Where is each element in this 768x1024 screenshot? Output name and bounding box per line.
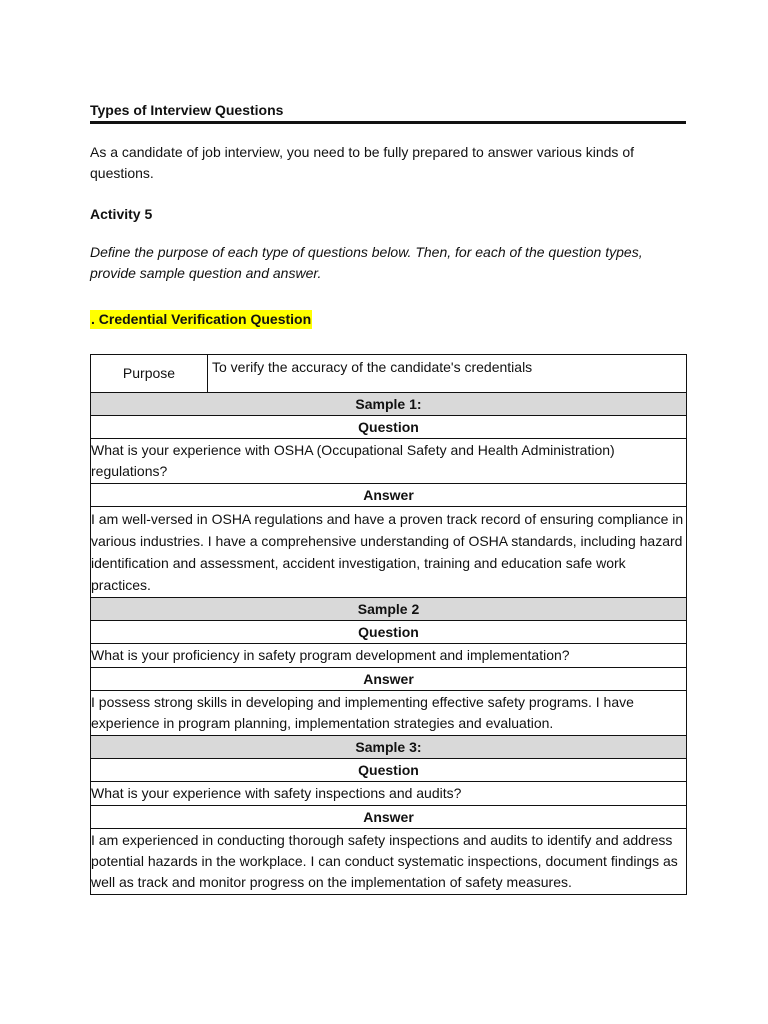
sample-label: Sample 3: [91,736,687,759]
answer-row [91,507,687,598]
answer-header: Answer [91,484,687,507]
question-header: Question [91,621,687,644]
question-header: Question [91,416,687,439]
answer-header: Answer [91,806,687,829]
intro-paragraph: As a candidate of job interview, you need to be fully prepared to answer various kinds of questions. [90,144,634,181]
question-row [91,644,687,668]
sample-header-row [91,393,687,416]
answer-text: I possess strong skills in developing and implementing effective safety programs. I have experience in program planning, implementation strategies and evaluation. [91,691,687,736]
page-title: Types of Interview Questions [90,101,686,124]
question-text: What is your proficiency in safety program development and implementation? [91,644,687,668]
sample-label: Sample 1: [91,393,687,416]
question-header: Question [91,759,687,782]
section-heading: . Credential Verification Question [91,311,312,327]
answer-text: I am experienced in conducting thorough safety inspections and audits to identify and address potential hazards in the workplace. I can conduct systematic inspections, document findings as well as track and monitor progress on the implementation of safety measures. [91,829,687,895]
answer-header-row [91,668,687,691]
sample-header-row [91,736,687,759]
question-text: What is your experience with OSHA (Occupational Safety and Health Administration) regulations? [91,439,687,484]
question-text: What is your experience with safety inspections and audits? [91,782,687,806]
purpose-row [91,355,687,393]
answer-row [91,829,687,895]
activity-heading: Activity 5 [90,206,153,222]
question-row [91,439,687,484]
answer-header-row [91,806,687,829]
instructions-paragraph: Define the purpose of each type of questions below. Then, for each of the question types, provide sample question and answer. [90,244,643,281]
answer-header: Answer [91,668,687,691]
question-header-row [91,416,687,439]
answer-header-row [91,484,687,507]
purpose-value: To verify the accuracy of the candidate's credentials [208,355,687,393]
qa-table [90,354,687,895]
question-header-row [91,759,687,782]
sample-label: Sample 2 [91,598,687,621]
sample-header-row [91,598,687,621]
question-row [91,782,687,806]
answer-row [91,691,687,736]
answer-text: I am well-versed in OSHA regulations and have a proven track record of ensuring compliance in various industries. I have a comprehensive understanding of OSHA standards, including hazard identification and assessment, accident investigation, training and education safe work practices. [91,507,687,598]
question-header-row [91,621,687,644]
purpose-label: Purpose [91,355,208,393]
